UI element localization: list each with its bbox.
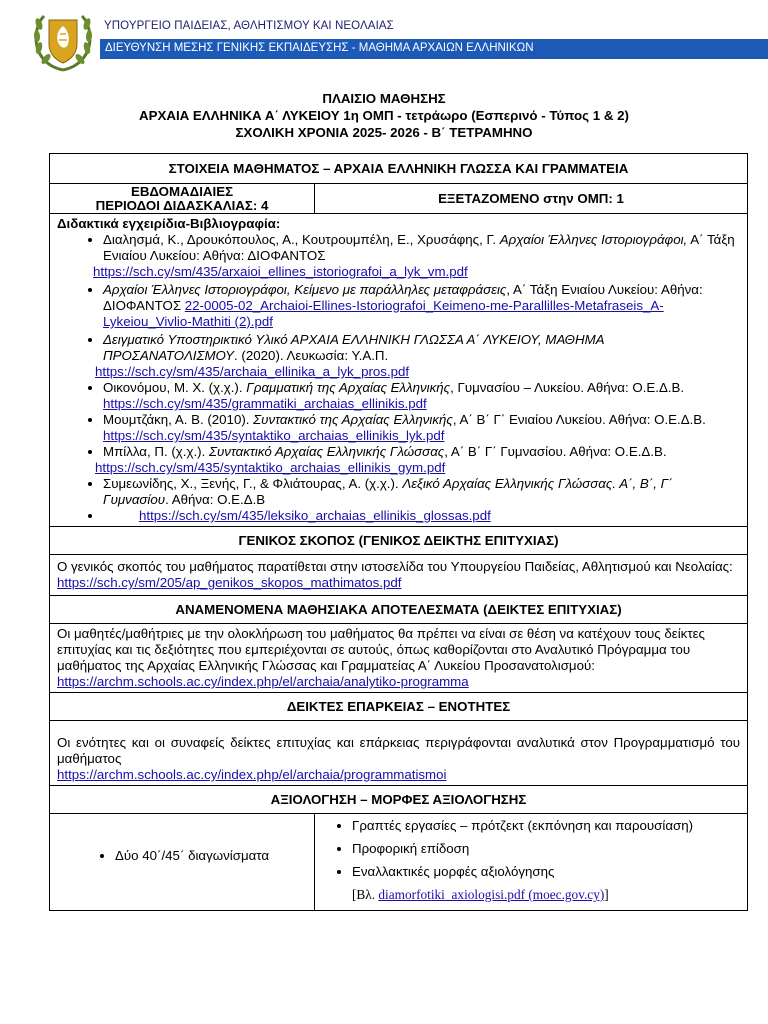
ref-authors: Μπίλλα, Π. (χ.χ.). — [103, 444, 209, 459]
ministry-name: ΥΠΟΥΡΓΕΙΟ ΠΑΙΔΕΙΑΣ, ΑΘΛΗΤΙΣΜΟΥ ΚΑΙ ΝΕΟΛΑΙΑΣ — [104, 20, 394, 32]
ref-title: Γραμματική της Αρχαίας Ελληνικής — [246, 380, 451, 395]
reference-item — [103, 282, 740, 330]
ref-link[interactable]: https://sch.cy/sm/435/grammatiki_archaias_ellinikis.pdf — [103, 396, 427, 411]
assessment-ref-link[interactable]: diamorfotiki_axiologisi.pdf (moec.gov.cy) — [378, 887, 605, 902]
adequacy-cell — [50, 721, 748, 786]
ref-publisher: Α΄ Τάξη Ενιαίου Λυκείου: Αθήνα: ΔΙΟΦΑΝΤΟΣ — [103, 232, 735, 263]
assessment-item: • Εναλλακτικές μορφές αξιολόγησης — [352, 860, 740, 883]
doc-title: ΠΛΑΙΣΙΟ ΜΑΘΗΣΗΣ — [322, 91, 446, 106]
coat-of-arms-icon — [30, 8, 96, 74]
assessment-reference — [322, 883, 740, 906]
ref-title: Δειγματικό Υποστηρικτικό Υλικό ΑΡΧΑΙΑ ΕΛΛΗΝΙΚΗ ΓΛΩΣΣΑ Α΄ ΛΥΚΕΙΟΥ, ΜΑΘΗΜΑ ΠΡΟΣΑΝΑΤΟΛΙΣΜΟΥ — [103, 332, 605, 363]
ref-link[interactable]: https://sch.cy/sm/435/leksiko_archaias_ellinikis_glossas.pdf — [139, 508, 491, 523]
assessment-ref-post: ] — [604, 887, 609, 902]
ref-title: Συντακτικό της Αρχαίας Ελληνικής — [253, 412, 453, 427]
general-goal-cell — [50, 555, 748, 596]
ref-publisher: . (2020). Λευκωσία: Υ.Α.Π. — [234, 348, 389, 363]
ref-publisher: . Αθήνα: Ο.Ε.Δ.Β — [165, 492, 266, 507]
adequacy-link[interactable]: https://archm.schools.ac.cy/index.php/el/archaia/programmatismoi — [57, 767, 447, 782]
ref-authors: Μουμτζάκη, Α. Β. (2010). — [103, 412, 254, 427]
outcomes-text: Οι μαθητές/μαθήτριες με την ολοκλήρωση του μαθήματος θα πρέπει να είναι σε θέση να κατέχουν τους δείκτες επιτυχίας και τις δεξιότητες που εμπεριέχονται σε αυτούς, όπως καθορίζονται στο Αναλυτικό Πρόγραμμα του μαθήματος της Αρχαίας Ελληνικής Γλώσσας και Γραμματείας Α΄ Λυκείου Προσανατολισμού: — [57, 626, 705, 673]
general-goal-text: Ο γενικός σκοπός του μαθήματος παρατίθεται στην ιστοσελίδα του Υπουργείου Παιδείας, Αθλητισμού και Νεολαίας: — [57, 559, 733, 574]
assessment-left-cell — [50, 814, 315, 911]
ref-authors: Οικονόμου, Μ. Χ. (χ.χ.). — [103, 380, 247, 395]
outcomes-cell — [50, 624, 748, 693]
references-list — [57, 232, 740, 524]
ref-link[interactable]: https://sch.cy/sm/435/syntaktiko_archaias_ellinikis_gym.pdf — [95, 460, 446, 475]
assessment-item: • Προφορική επίδοση — [352, 837, 740, 860]
ref-title: Λεξικό Αρχαίας Ελληνικής Γλώσσας. Α΄, Β΄, Γ΄ Γυμνασίου — [103, 476, 673, 507]
outcomes-link[interactable]: https://archm.schools.ac.cy/index.php/el/archaia/analytiko-programma — [57, 674, 469, 689]
assessment-right-list — [322, 814, 740, 883]
course-table — [49, 153, 748, 911]
bibliography-cell — [50, 214, 748, 527]
weekly-line1: ΕΒΔΟΜΑΔΙΑΙΕΣ — [130, 183, 234, 199]
directorate-name: ΔΙΕΥΘΥΝΣΗ ΜΕΣΗΣ ΓΕΝΙΚΗΣ ΕΚΠΑΙΔΕΥΣΗΣ - ΜΑΘΗΜΑ ΑΡΧΑΙΩΝ ΕΛΛΗΝΙΚΩΝ — [105, 42, 534, 54]
examined-cell: ΕΞΕΤΑΖΟΜΕΝΟ στην ΟΜΠ: 1 — [315, 184, 748, 214]
reference-item — [95, 332, 740, 380]
ref-title: Αρχαίοι Έλληνες Ιστοριογράφοι, Κείμενο με παράλληλες μεταφράσεις — [103, 282, 507, 297]
assessment-item: • Γραπτές εργασίες – πρότζεκτ (εκπόνηση και παρουσίαση) — [352, 814, 740, 837]
general-goal-link[interactable]: https://sch.cy/sm/205/ap_genikos_skopos_mathimatos.pdf — [57, 575, 402, 590]
adequacy-text: Οι ενότητες και οι συναφείς δείκτες επιτυχίας και επάρκειας περιγράφονται αναλυτικά στον Προγραμματισμό του μαθήματος — [57, 735, 740, 766]
reference-item — [103, 380, 740, 412]
reference-item — [93, 232, 740, 280]
ref-link[interactable]: https://sch.cy/sm/435/syntaktiko_archaias_ellinikis_lyk.pdf — [103, 428, 445, 443]
ref-authors: Διαλησμά, Κ., Δρουκόπουλος, Α., Κουτρουμπέλη, Ε., Χρυσάφης, Γ. — [103, 232, 500, 247]
ref-publisher: , Α΄ Τάξη Ενιαίου Λυκείου: Αθήνα: ΔΙΟΦΑΝΤΟΣ — [103, 282, 703, 313]
ref-authors: Συμεωνίδης, Χ., Ξενής, Γ., & Φλιάτουρας, Α. (χ.χ.). — [103, 476, 403, 491]
assessment-header: ΑΞΙΟΛΟΓΗΣΗ – ΜΟΡΦΕΣ ΑΞΙΟΛΟΓΗΣΗΣ — [50, 786, 748, 814]
course-header: ΣΤΟΙΧΕΙΑ ΜΑΘΗΜΑΤΟΣ – ΑΡΧΑΙΑ ΕΛΛΗΝΙΚΗ ΓΛΩΣΣΑ ΚΑΙ ΓΡΑΜΜΑΤΕΙΑ — [50, 154, 748, 184]
ref-publisher: , Α΄ Β΄ Γ΄ Ενιαίου Λυκείου. Αθήνα: Ο.Ε.Δ.Β. — [452, 412, 706, 427]
assessment-right-cell — [315, 814, 748, 911]
reference-item — [103, 508, 740, 524]
bibliography-title: Διδακτικά εγχειρίδια-Βιβλιογραφία: — [57, 216, 281, 231]
weekly-line2: ΠΕΡΙΟΔΟΙ ΔΙΔΑΣΚΑΛΙΑΣ: 4 — [95, 197, 269, 213]
ref-link[interactable]: https://sch.cy/sm/435/archaia_ellinika_a_lyk_pros.pdf — [95, 364, 410, 379]
ref-link[interactable]: https://sch.cy/sm/435/arxaioi_ellines_istoriografoi_a_lyk_vm.pdf — [93, 264, 468, 279]
adequacy-header: ΔΕΙΚΤΕΣ ΕΠΑΡΚΕΙΑΣ – ΕΝΟΤΗΤΕΣ — [50, 693, 748, 721]
weekly-periods-cell — [50, 184, 315, 214]
school-year: ΣΧΟΛΙΚΗ ΧΡΟΝΙΑ 2025- 2026 - Β΄ ΤΕΤΡΑΜΗΝΟ — [235, 125, 533, 140]
reference-item — [95, 444, 740, 476]
doc-subtitle: ΑΡΧΑΙΑ ΕΛΛΗΝΙΚΑ Α΄ ΛΥΚΕΙΟΥ 1η ΟΜΠ - τετράωρο (Εσπερινό - Τύπος 1 & 2) — [139, 108, 629, 123]
ref-publisher: , Α΄ Β΄ Γ΄ Γυμνασίου. Αθήνα: Ο.Ε.Δ.Β. — [444, 444, 667, 459]
ref-title: Συντακτικό Αρχαίας Ελληνικής Γλώσσας — [208, 444, 445, 459]
assessment-item: • Δύο 40΄/45΄ διαγωνίσματα — [115, 848, 307, 864]
outcomes-header: ΑΝΑΜΕΝΟΜΕΝΑ ΜΑΘΗΣΙΑΚΑ ΑΠΟΤΕΛΕΣΜΑΤΑ (ΔΕΙΚΤΕΣ ΕΠΙΤΥΧΙΑΣ) — [50, 596, 748, 624]
assessment-ref-pre: [Βλ. — [352, 887, 379, 902]
ref-publisher: , Γυμνασίου – Λυκείου. Αθήνα: Ο.Ε.Δ.Β. — [450, 380, 685, 395]
header-banner — [0, 0, 768, 80]
reference-item — [103, 412, 740, 444]
ref-title: Αρχαίοι Έλληνες Ιστοριογράφοι, — [499, 232, 688, 247]
reference-item — [103, 476, 740, 508]
ref-link[interactable]: 22-0005-02_Archaioi-Ellines-Istoriografoi_Keimeno-me-Parallilles-Metafraseis_A-Lykeiou_Vivlio-Mathiti (2).pdf — [103, 298, 664, 329]
assessment-left-list — [57, 848, 307, 864]
general-goal-header: ΓΕΝΙΚΟΣ ΣΚΟΠΟΣ (ΓΕΝΙΚΟΣ ΔΕΙΚΤΗΣ ΕΠΙΤΥΧΙΑΣ) — [50, 527, 748, 555]
